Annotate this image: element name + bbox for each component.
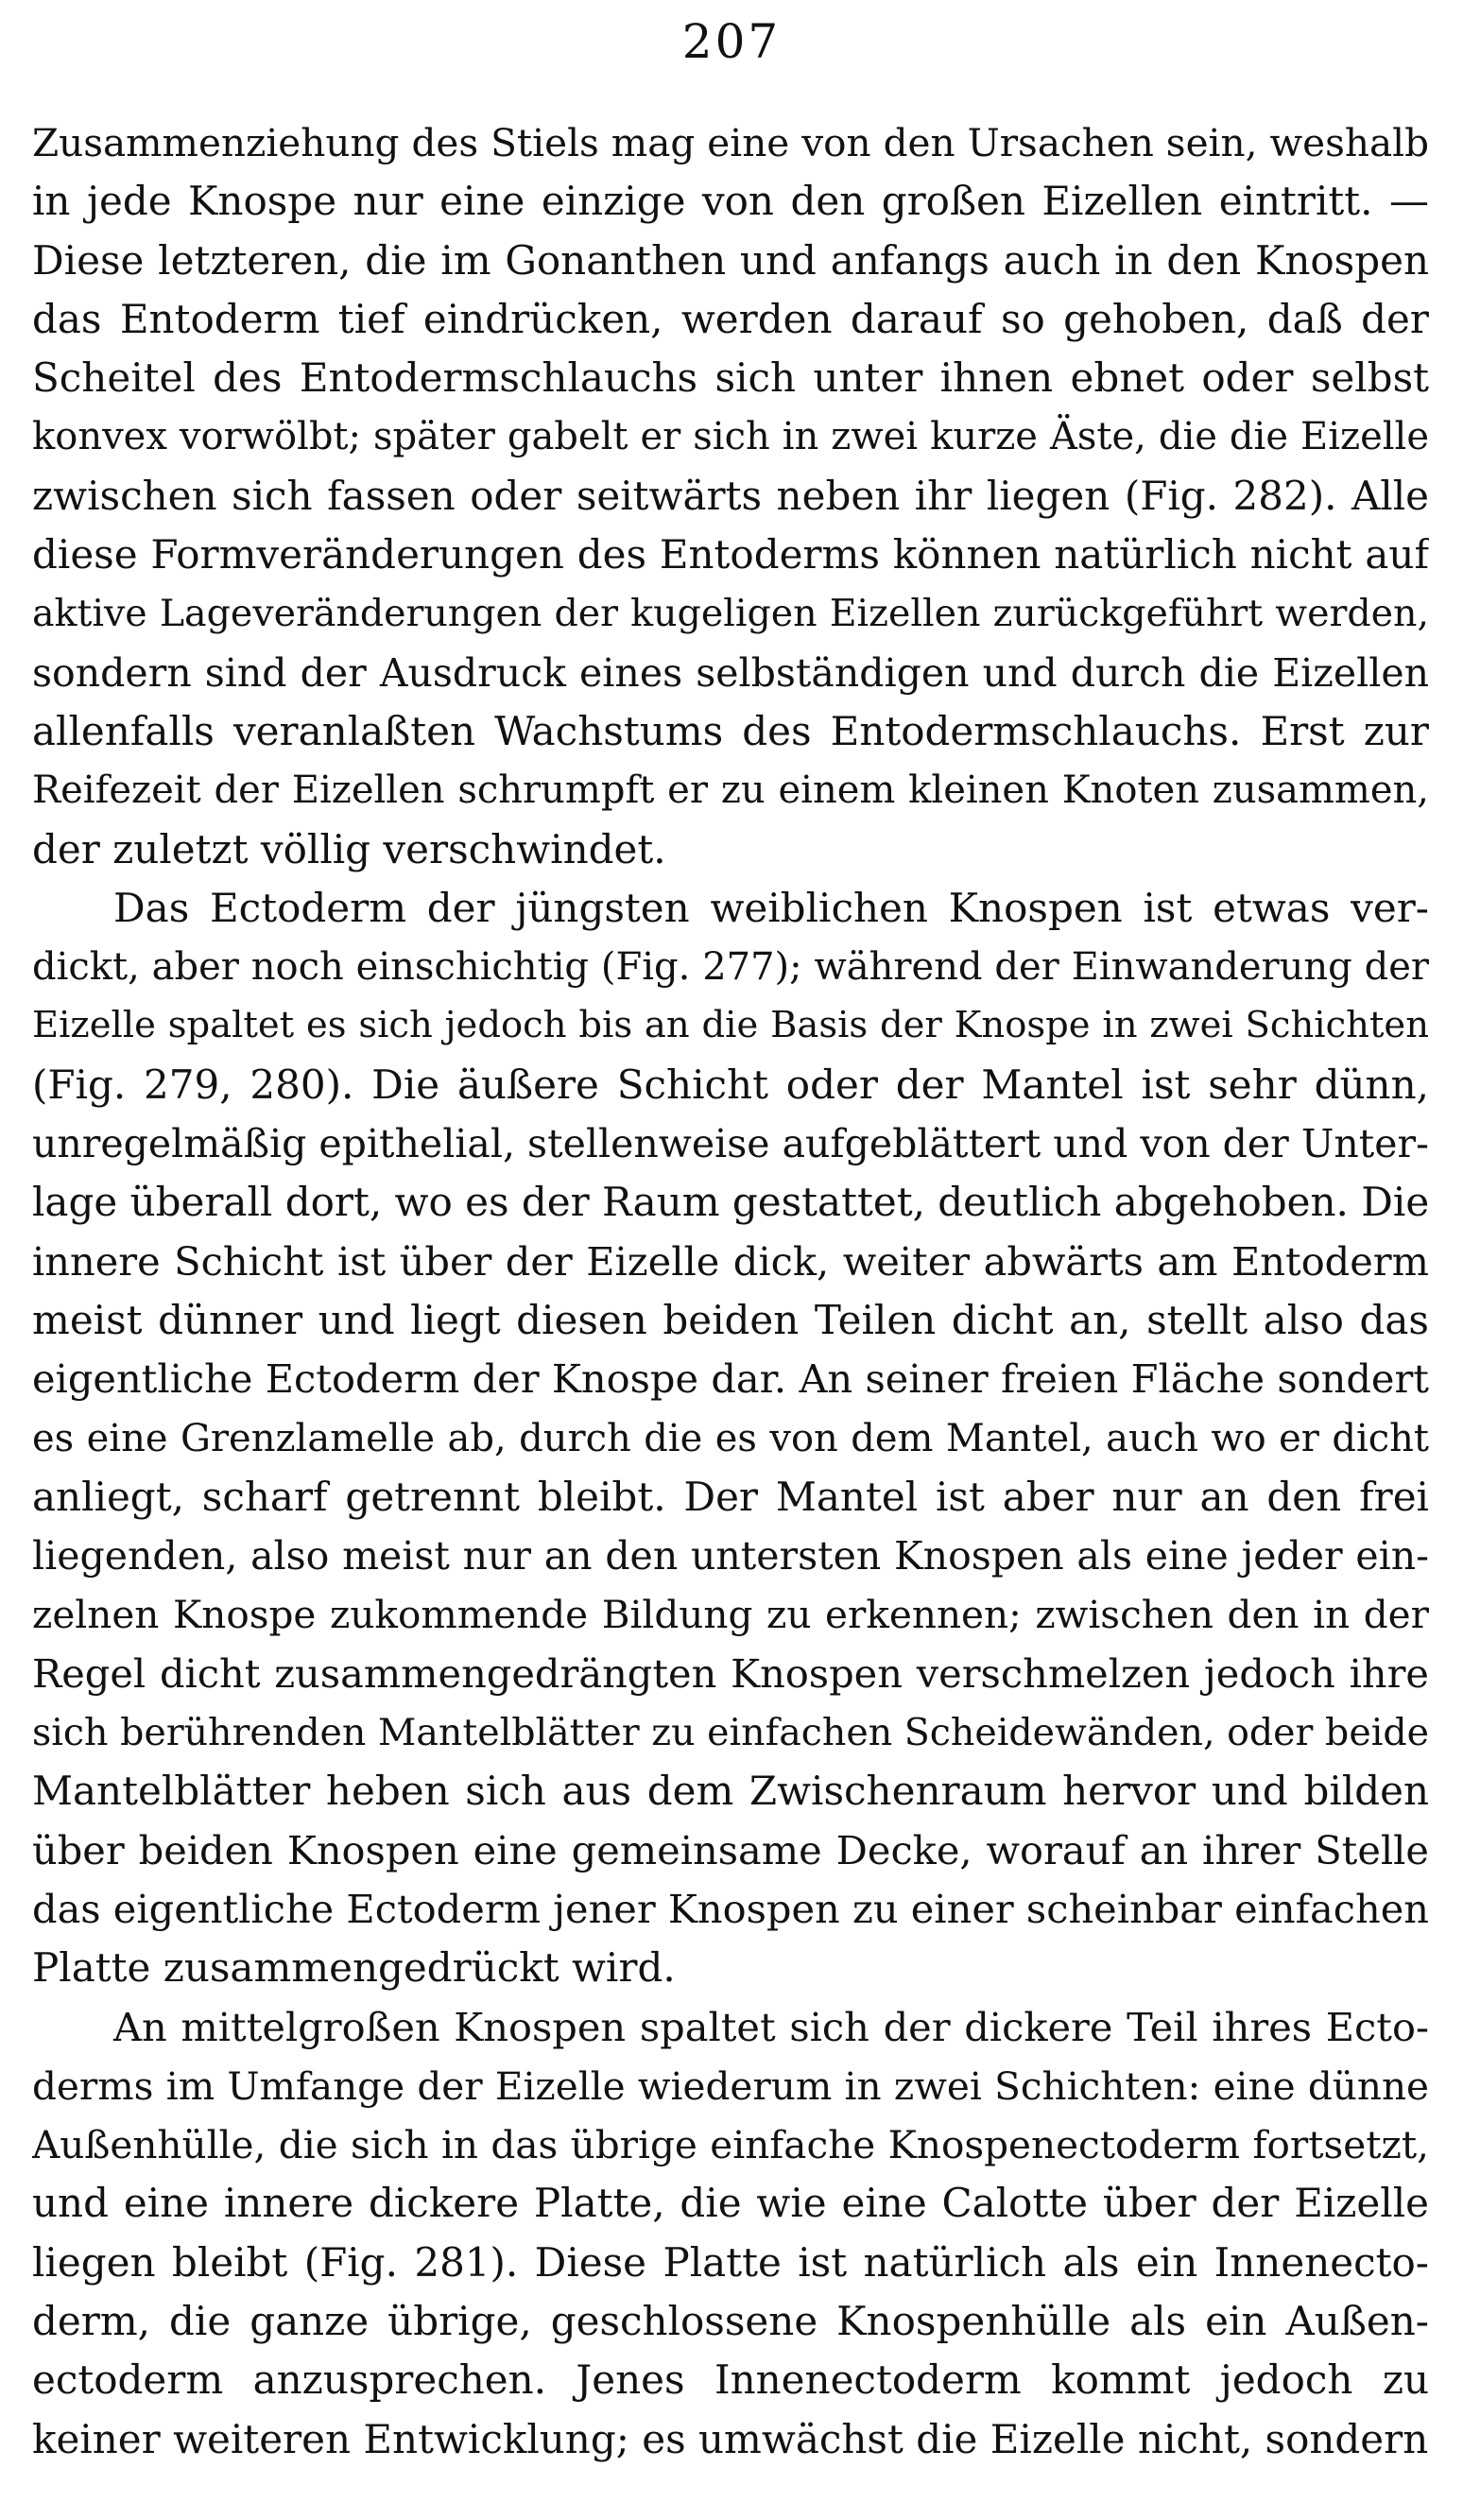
- text-line: aktive Lageveränderungen der kugeligen Eizellen zurückgeführt werden,: [32, 592, 1429, 636]
- text-line: und eine innere dickere Platte, die wie eine Calotte über der Eizelle: [32, 2180, 1429, 2227]
- text-line: zelnen Knospe zukommende Bildung zu erkennen; zwischen den in der: [32, 1592, 1429, 1638]
- text-line: Zusammenziehung des Stiels mag eine von den Ursachen sein, weshalb: [32, 120, 1429, 165]
- text-line: Reifezeit der Eizellen schrumpft er zu einem kleinen Knoten zusammen,: [32, 768, 1429, 813]
- text-line: innere Schicht ist über der Eizelle dick, weiter abwärts am Entoderm: [32, 1237, 1429, 1285]
- text-line: derm, die ganze übrige, geschlossene Knospenhülle als ein Außen-: [32, 2297, 1429, 2344]
- paragraph: [32, 113, 1429, 879]
- paragraph: [32, 1998, 1429, 2469]
- text-line: zwischen sich fassen oder seitwärts neben ihr liegen (Fig. 282). Alle: [32, 472, 1429, 519]
- text-line: keiner weiteren Entwicklung; es umwächst die Eizelle nicht, sondern: [32, 2415, 1429, 2462]
- text-line: konvex vorwölbt; später gabelt er sich in zwei kurze Äste, die die Eizelle: [32, 415, 1429, 459]
- text-line: Mantelblätter heben sich aus dem Zwischenraum hervor und bilden: [32, 1768, 1429, 1815]
- text-line: allenfalls veranlaßten Wachstums des Entodermschlauchs. Erst zur: [32, 707, 1429, 754]
- text-line: Eizelle spaltet es sich jedoch bis an die Basis der Knospe in zwei Schichten: [32, 1004, 1429, 1047]
- text-line: ectoderm anzusprechen. Jenes Innenectoderm kommt jedoch zu: [32, 2356, 1429, 2404]
- text-line: dickt, aber noch einschichtig (Fig. 277); während der Einwanderung der: [32, 945, 1429, 990]
- text-line: liegenden, also meist nur an den untersten Knospen als eine jeder ein-: [32, 1533, 1429, 1579]
- text-line: eigentliche Ectoderm der Knospe dar. An seiner freien Fläche sondert: [32, 1355, 1429, 1403]
- paragraph: [32, 879, 1429, 1998]
- text-line: Scheitel des Entodermschlauchs sich unter ihnen ebnet oder selbst: [32, 354, 1429, 402]
- text-line: das eigentliche Ectoderm jener Knospen zu einer scheinbar einfachen: [32, 1885, 1429, 1932]
- text-line: sondern sind der Ausdruck eines selbständigen und durch die Eizellen: [32, 649, 1429, 696]
- text-line: Außenhülle, die sich in das übrige einfache Knospenectoderm fortsetzt,: [32, 2122, 1429, 2168]
- text-line: liegen bleibt (Fig. 281). Diese Platte ist natürlich als ein Innenecto-: [32, 2238, 1429, 2286]
- text-line: das Entoderm tief eindrücken, werden darauf so gehoben, daß der: [32, 295, 1429, 342]
- text-line: meist dünner und liegt diesen beiden Teilen dicht an, stellt also das: [32, 1296, 1429, 1343]
- text-line: über beiden Knospen eine gemeinsame Decke, worauf an ihrer Stelle: [32, 1826, 1429, 1873]
- text-line: Diese letzteren, die im Gonanthen und anfangs auch in den Knospen: [32, 236, 1429, 284]
- text-line: es eine Grenzlamelle ab, durch die es von dem Mantel, auch wo er dicht: [32, 1416, 1429, 1460]
- text-line: lage überall dort, wo es der Raum gestattet, deutlich abgehoben. Die: [32, 1179, 1429, 1226]
- page-number: 207: [681, 14, 782, 69]
- text-line: der zuletzt völlig verschwindet.: [32, 825, 666, 872]
- body-text: [32, 113, 1429, 2469]
- text-line: Platte zusammengedrückt wird.: [32, 1944, 676, 1992]
- text-line: Regel dicht zusammengedrängten Knospen verschmelzen jedoch ihre: [32, 1649, 1429, 1697]
- text-line: anliegt, scharf getrennt bleibt. Der Mantel ist aber nur an den frei: [32, 1473, 1429, 1520]
- text-line: Das Ectoderm der jüngsten weiblichen Knospen ist etwas ver-: [113, 884, 1429, 931]
- text-line: derms im Umfange der Eizelle wiederum in zwei Schichten: eine dünne: [32, 2063, 1429, 2109]
- text-line: unregelmäßig epithelial, stellenweise aufgeblättert und von der Unter-: [32, 1121, 1429, 1167]
- text-line: in jede Knospe nur eine einzige von den großen Eizellen eintritt. —: [32, 178, 1429, 225]
- text-line: sich berührenden Mantelblätter zu einfachen Scheidewänden, oder beide: [32, 1711, 1429, 1755]
- text-line: An mittelgroßen Knospen spaltet sich der dickere Teil ihres Ecto-: [113, 2003, 1429, 2050]
- text-line: (Fig. 279, 280). Die äußere Schicht oder der Mantel ist sehr dünn,: [32, 1061, 1429, 1108]
- text-line: diese Formveränderungen des Entoderms können natürlich nicht auf: [32, 531, 1429, 578]
